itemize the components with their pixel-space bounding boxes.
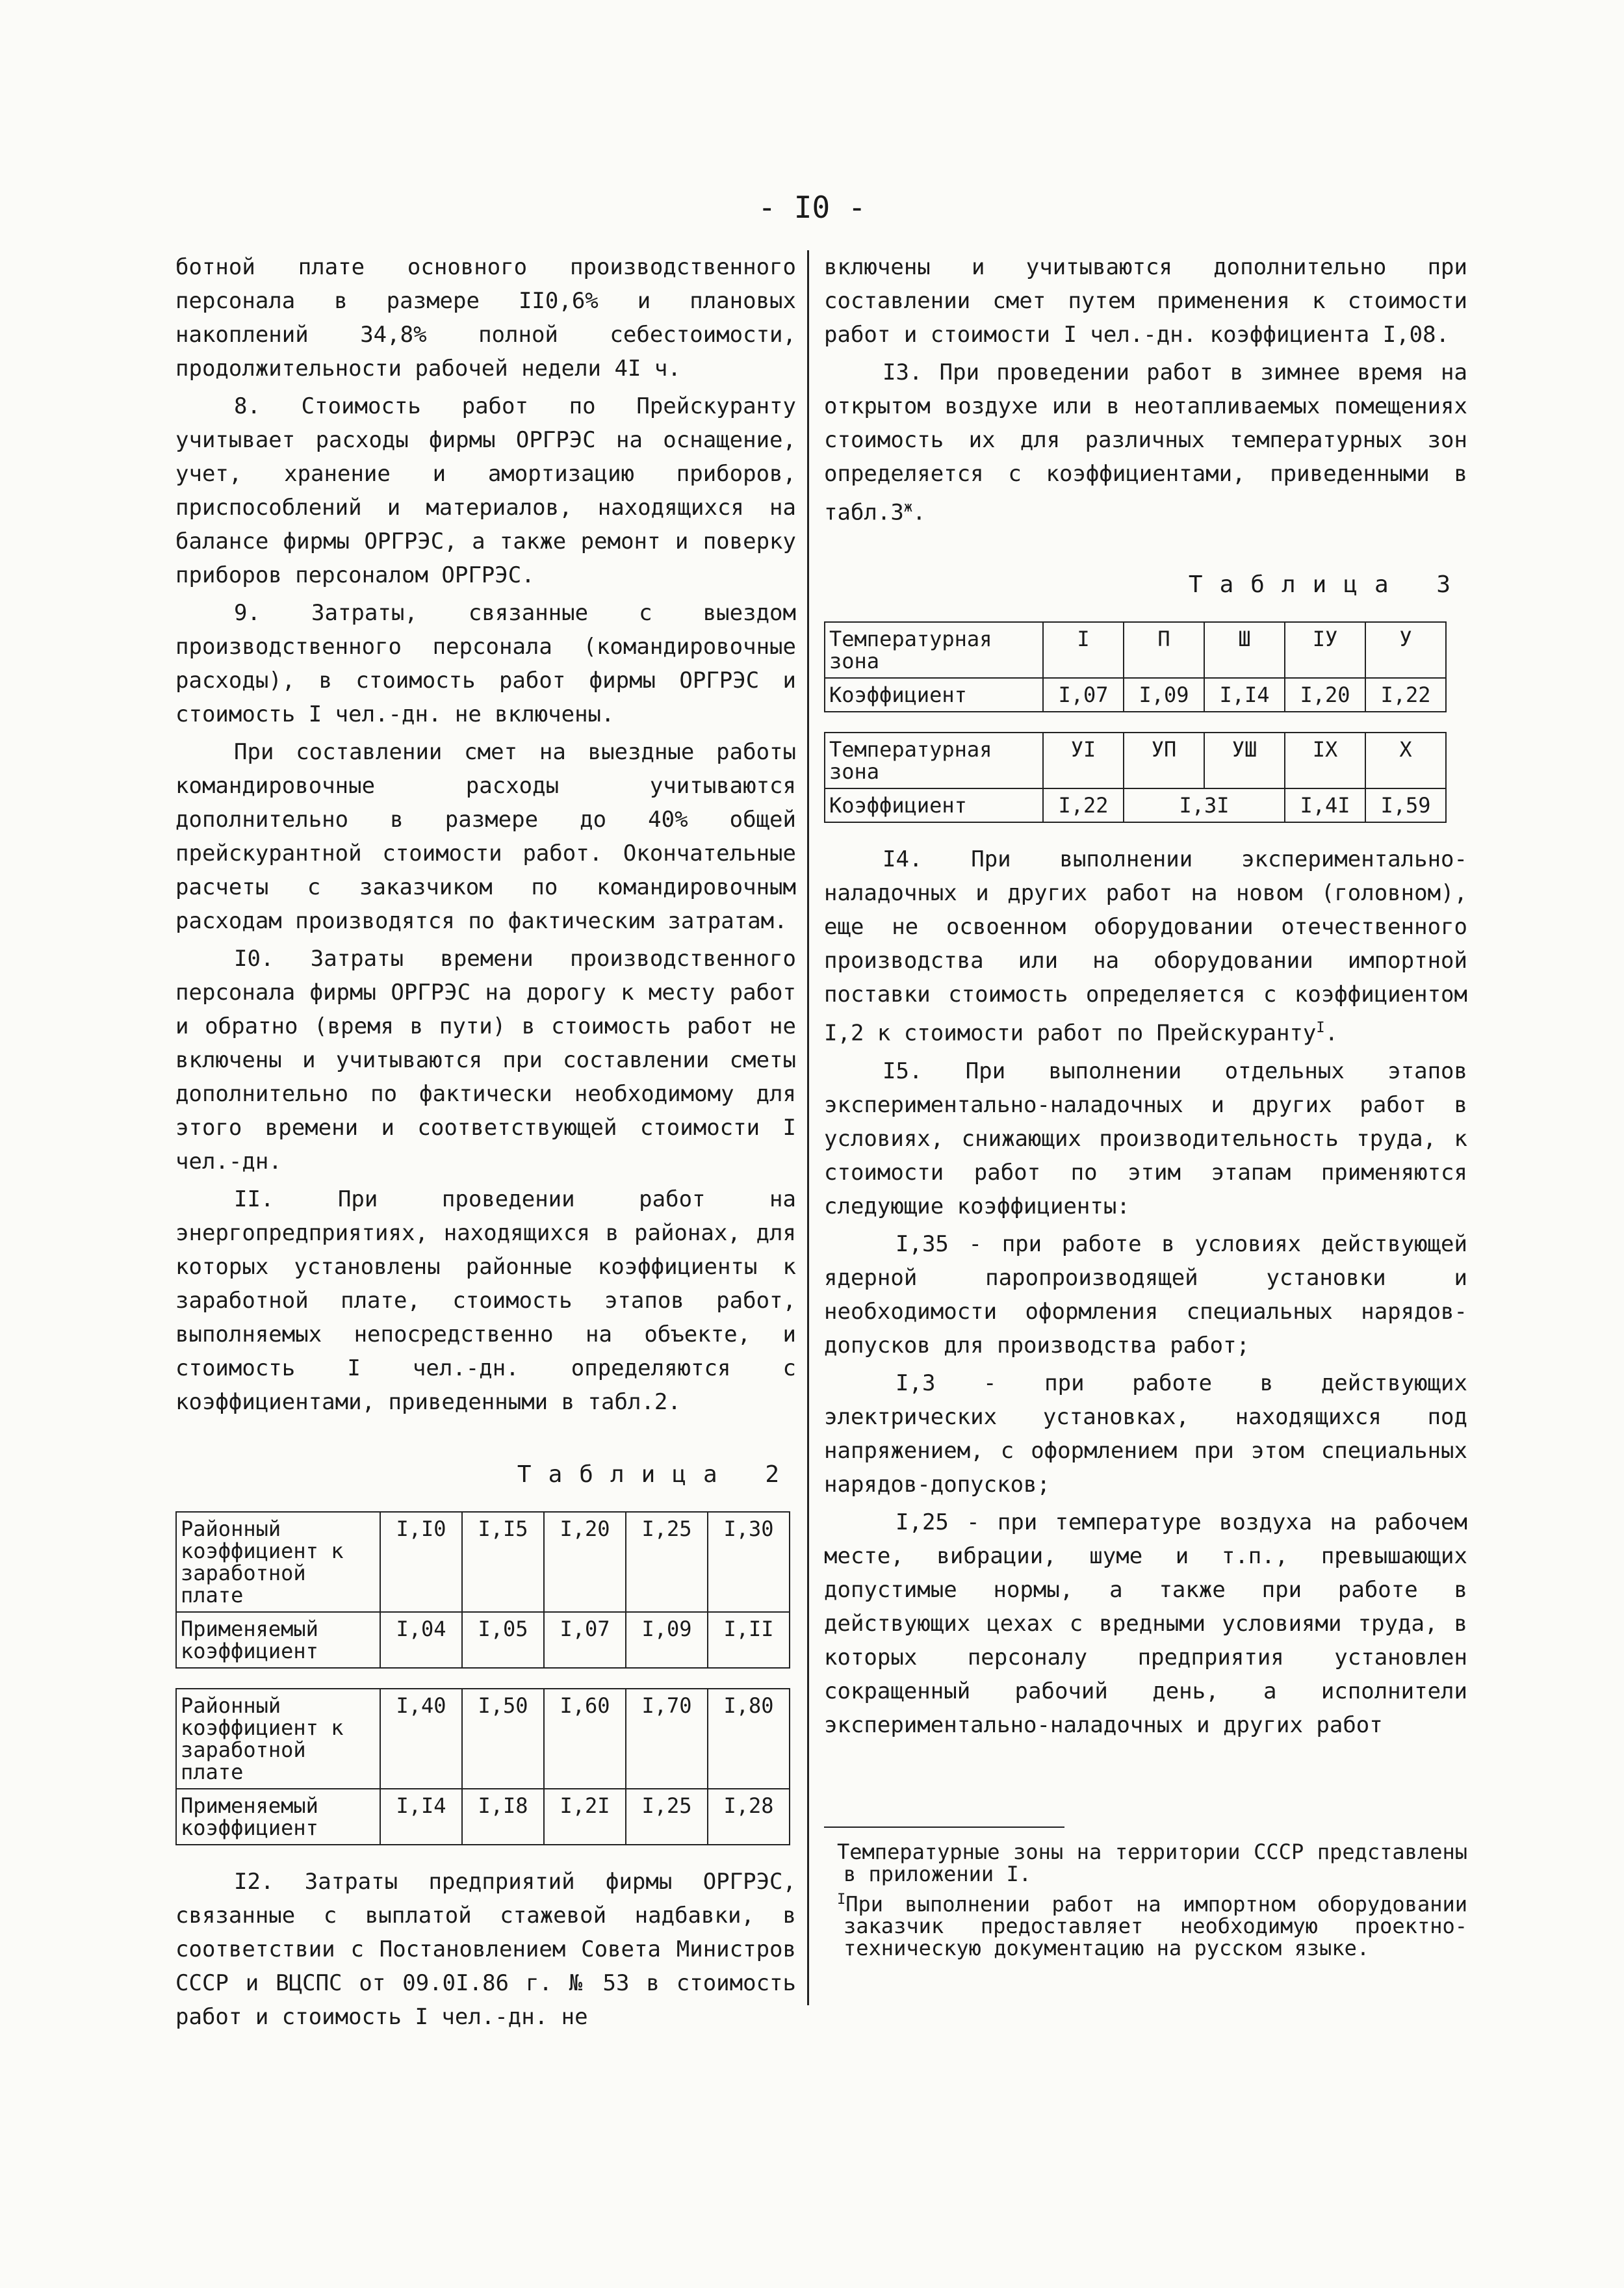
row-label: Районный коэффициент к заработной плате: [176, 1689, 380, 1789]
table-row: [825, 678, 1446, 712]
table-cell: I,28: [708, 1789, 790, 1845]
table-cell: УП: [1124, 733, 1204, 788]
paragraph-12: I2. Затраты предприятий фирмы ОРГРЭС, связанные с выплатой стажевой надбавки, в соответствии с Постановлением Совета Министров СССР и ВЦСПС от 09.0I.86 г. № 53 в стоимость работ и стоимость I чел.-дн. не: [175, 1869, 796, 2030]
table-cell: I,20: [544, 1512, 626, 1612]
table-cell: У: [1365, 622, 1446, 678]
table-cell: I,I4: [1204, 678, 1285, 712]
table-cell: X: [1365, 733, 1446, 788]
table-cell: I,50: [462, 1689, 544, 1789]
table-cell: I,70: [626, 1689, 708, 1789]
table-3-part-2: [824, 732, 1447, 823]
paragraph-14-text: I4. При выполнении экспериментально-наладочных и других работ на новом (головном), еще не освоенном оборудовании отечественного производства или на оборудовании импортной поставки стоимость определяется с коэффициентом I,2 к стоимости работ по Прейскуранту: [824, 846, 1467, 1046]
table-cell: I,07: [1043, 678, 1124, 712]
table-cell: IУ: [1285, 622, 1365, 678]
table-cell: I,I8: [462, 1789, 544, 1845]
table-row: [176, 1789, 790, 1845]
page-number: - I0 -: [758, 190, 866, 225]
table-cell: IX: [1285, 733, 1365, 788]
table-row: [176, 1512, 790, 1612]
table-cell: I,II: [708, 1612, 790, 1668]
coefficient-item: I,3 - при работе в действующих электрических установках, находящихся под напряжением, с оформлением при этом специальных нарядов-допусков;: [824, 1370, 1467, 1498]
row-label: Коэффициент: [825, 788, 1043, 822]
paragraph-9: 9. Затраты, связанные с выездом производственного персонала (командировочные расходы), в стоимость работ фирмы ОРГРЭС и стоимость I чел.-дн. не включены.: [175, 600, 796, 727]
table-2-caption: Таблица 2: [517, 1461, 796, 1488]
table-row: [176, 1689, 790, 1789]
table-3-part-1: [824, 621, 1447, 712]
paragraph-continuation: включены и учитываются дополнительно при составлении смет путем применения к стоимости работ и стоимости I чел.-дн. коэффициента I,08.: [824, 254, 1467, 348]
table-cell: УШ: [1204, 733, 1285, 788]
table-2-part-2: [175, 1688, 790, 1845]
paragraph-14-end: .: [1324, 1020, 1339, 1046]
table-cell: I,22: [1043, 788, 1124, 822]
row-label: Применяемый коэффициент: [176, 1612, 380, 1668]
paragraph-10: I0. Затраты времени производственного персонала фирмы ОРГРЭС на дорогу к месту работ и обратно (время в пути) в стоимость работ не включены и учитываются при составлении сметы дополнительно по фактически необходимому для этого времени и соответствующей стоимости I чел.-дн.: [175, 946, 796, 1175]
table-cell: I,20: [1285, 678, 1365, 712]
table-cell: I,80: [708, 1689, 790, 1789]
table-cell: I,2I: [544, 1789, 626, 1845]
row-label: Температурная зона: [825, 622, 1043, 678]
table-cell: I: [1043, 622, 1124, 678]
table-cell: I,59: [1365, 788, 1446, 822]
table-cell: I,05: [462, 1612, 544, 1668]
table-row: [825, 622, 1446, 678]
coefficient-item: I,25 - при температуре воздуха на рабочем месте, вибрации, шуме и т.п., превышающих допустимые нормы, а также при работе в действующих цехах с вредными условиями труда, в которых персоналу предприятия установлен сокращенный рабочий день, а исполнители экспериментально-наладочных и других работ: [824, 1509, 1467, 1738]
paragraph-11: II. При проведении работ на энергопредприятиях, находящихся в районах, для которых установлены районные коэффициенты к заработной плате, стоимость этапов работ, выполняемых непосредственно на объекте, и стоимость I чел.-дн. определяются с коэффициентами, приведенными в табл.2.: [175, 1186, 796, 1415]
table-cell: УI: [1043, 733, 1124, 788]
row-label: Районный коэффициент к заработной плате: [176, 1512, 380, 1612]
footnote-1: Температурные зоны на территории СССР представлены в приложении I.: [837, 1839, 1467, 1886]
table-cell: I,22: [1365, 678, 1446, 712]
table-row: [825, 788, 1446, 822]
row-label: Применяемый коэффициент: [176, 1789, 380, 1845]
table-cell: I,04: [380, 1612, 462, 1668]
table-cell: I,60: [544, 1689, 626, 1789]
footnote-2: [824, 1889, 1467, 1960]
table-cell: I,4I: [1285, 788, 1365, 822]
paragraph-8: 8. Стоимость работ по Прейскуранту учитывает расходы фирмы ОРГРЭС на оснащение, учет, хранение и амортизацию приборов, приспособлений и материалов, находящихся на балансе фирмы ОРГРЭС, а также ремонт и поверку приборов персоналом ОРГРЭС.: [175, 393, 796, 588]
table-cell: I,25: [626, 1512, 708, 1612]
paragraph-13-end: .: [912, 499, 926, 526]
table-cell: Ш: [1204, 622, 1285, 678]
table-2-part-1: [175, 1511, 790, 1669]
row-label: Коэффициент: [825, 678, 1043, 712]
table-cell: I,I4: [380, 1789, 462, 1845]
table-cell: I,25: [626, 1789, 708, 1845]
table-cell: I,09: [1124, 678, 1204, 712]
table-cell: I,I5: [462, 1512, 544, 1612]
paragraph-13: [824, 356, 1467, 529]
table-cell: I,40: [380, 1689, 462, 1789]
paragraph-15: I5. При выполнении отдельных этапов экспериментально-наладочных и других работ в условиях, снижающих производительность труда, к стоимости работ по этим этапам применяются следующие коэффициенты:: [824, 1058, 1467, 1219]
left-column: [175, 250, 796, 2038]
footnote-rule: [824, 1826, 1064, 1828]
paragraph-continuation: ботной плате основного производственного персонала в размере II0,6% и плановых накоплений 34,8% полной себестоимости, продолжительности рабочей недели 4I ч.: [175, 254, 796, 382]
table-cell: I,30: [708, 1512, 790, 1612]
column-divider: [807, 250, 809, 2005]
table-cell: I,I0: [380, 1512, 462, 1612]
table-cell: П: [1124, 622, 1204, 678]
table-row: [825, 733, 1446, 788]
footnote-mark: I: [837, 1891, 846, 1908]
footnote-mark: I: [1316, 1020, 1325, 1037]
coefficient-item: I,35 - при работе в условиях действующей ядерной паропроизводящей установки и необходимости оформления специальных нарядов-допусков для производства работ;: [824, 1230, 1467, 1358]
row-label: Температурная зона: [825, 733, 1043, 788]
table-cell: I,09: [626, 1612, 708, 1668]
footnote-mark: ж: [903, 499, 913, 515]
paragraph-9b: При составлении смет на выездные работы командировочные расходы учитываются дополнительно в размере до 40% общей прейскурантной стоимости работ. Окончательные расчеты с заказчиком по командировочным расходам производятся по фактическим затратам.: [175, 739, 796, 934]
footnote-2-text: При выполнении работ на импортном оборудовании заказчик предоставляет необходимую проектно-техническую документацию на русском языке.: [844, 1892, 1467, 1961]
table-3-caption: Таблица 3: [1188, 571, 1467, 599]
paragraph-13-text: I3. При проведении работ в зимнее время на открытом воздухе или в неотапливаемых помещениях стоимость их для различных температурных зон определяется с коэффициентами, приведенными в табл.3: [824, 359, 1467, 526]
table-cell: I,3I: [1124, 788, 1285, 822]
table-row: [176, 1612, 790, 1668]
table-cell: I,07: [544, 1612, 626, 1668]
right-column: [824, 250, 1467, 1963]
paragraph-14: [824, 842, 1467, 1050]
